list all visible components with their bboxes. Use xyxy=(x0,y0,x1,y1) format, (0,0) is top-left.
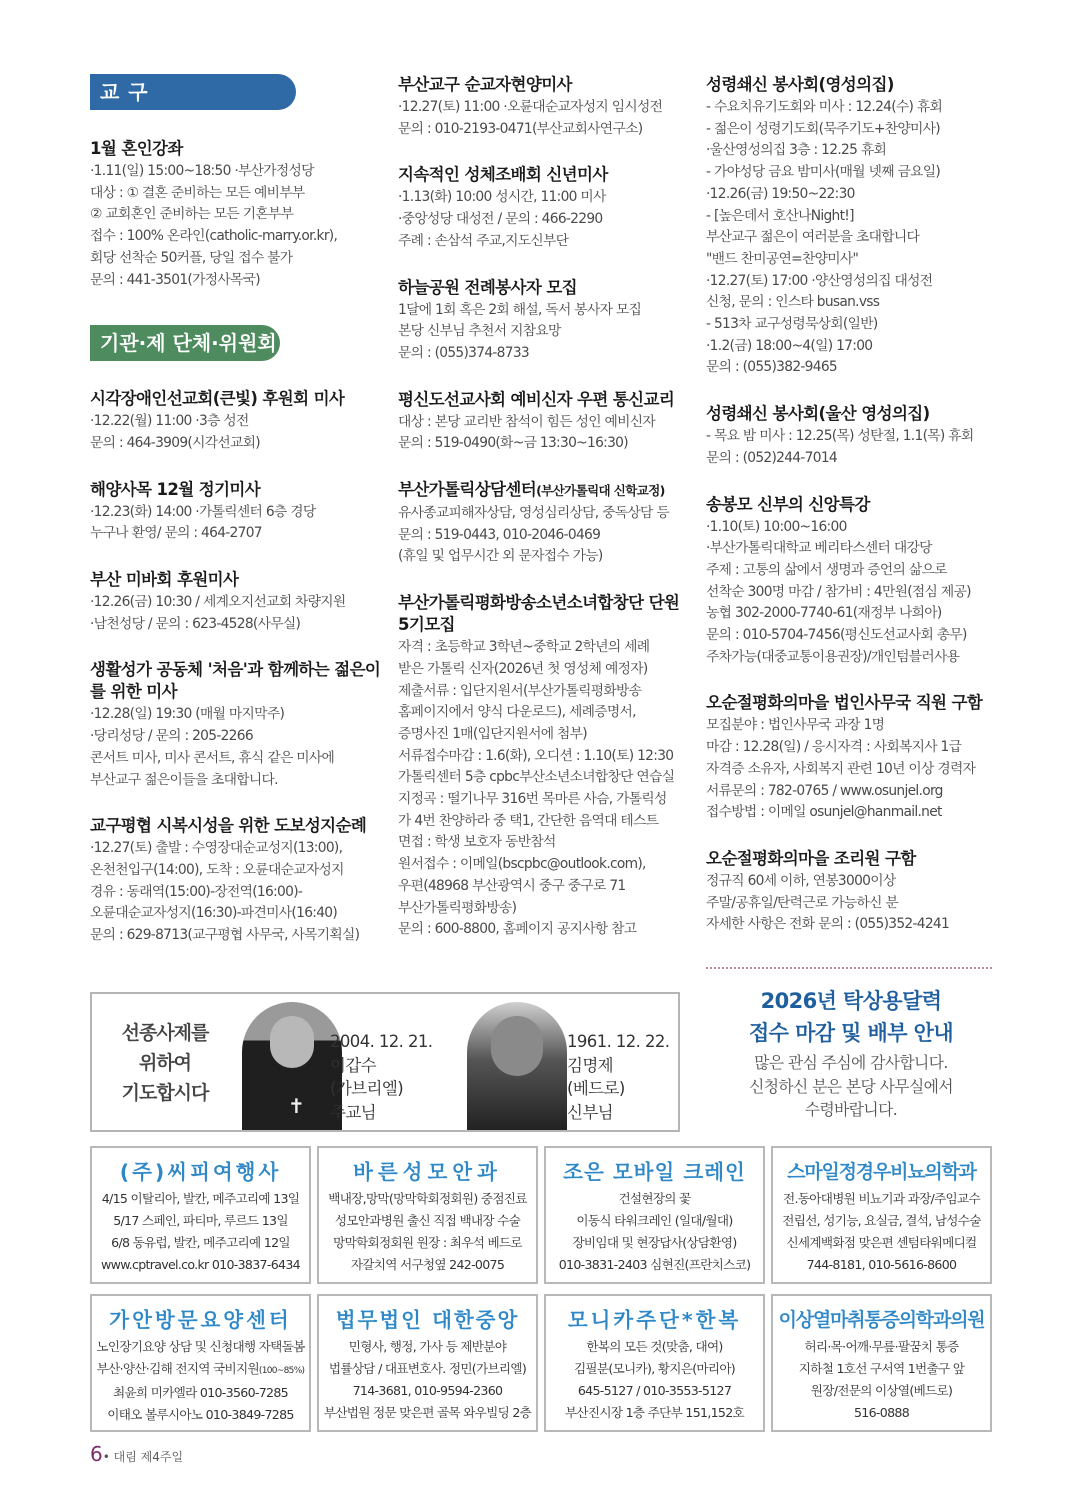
notice-line: ·1.11(일) 15:00~18:50 ·부산가정성당 xyxy=(90,163,314,179)
notice-line: ·12.23(화) 14:00 ·가톨릭센터 6층 경당 xyxy=(90,503,316,520)
ad-line: 법률상담 / 대표변호사. 정민(가브리엘) xyxy=(328,1361,527,1376)
ad-line-main: 부산·양산·김해 전지역 국비지원 xyxy=(96,1361,259,1376)
notice-line: 콘서트 미사, 미사 콘서트, 휴식 같은 미사에 xyxy=(90,749,335,766)
notice-title: 부산 미바회 후원미사 xyxy=(90,570,239,590)
notice-line: ·1.2(금) 18:00~4(일) 17:00 xyxy=(706,337,873,354)
notice-line: ·남천성당 / 문의 : 623-4528(사무실) xyxy=(90,615,301,632)
notice-line: ·12.27(토) 17:00 ·양산영성의집 대성전 xyxy=(706,272,933,289)
notice-title: 오순절평화의마을 조리원 구함 xyxy=(706,848,916,868)
ad-title: 법무법인 대한중앙 xyxy=(335,1308,520,1332)
notice-line: - 513차 교구성령묵상회(일반) xyxy=(706,316,878,333)
ad-box xyxy=(771,1146,992,1284)
ad-line: 부산법원 정문 맞은편 골목 와우빌딩 2층 xyxy=(323,1405,532,1420)
notice-line: 1달에 1회 혹은 2회 해설, 독서 봉사자 모집 xyxy=(398,301,642,318)
memorial-heading xyxy=(100,1018,230,1108)
ad-line-small: (100~85%) xyxy=(258,1366,305,1376)
notice-item xyxy=(90,659,382,791)
notice-line: 문의 : 519-0443, 010-2046-0469 xyxy=(398,526,601,543)
notice-item xyxy=(398,479,688,568)
notice-line: 모집분야 : 법인사무국 과장 1명 xyxy=(706,717,885,734)
notice-line: (휴일 및 업무시간 외 문자접수 가능) xyxy=(398,548,603,565)
face-shape xyxy=(270,1016,314,1068)
memorial-heading-line: 기도합시다 xyxy=(121,1082,209,1104)
notice-line: 문의 : (055)374-8733 xyxy=(398,344,529,361)
section-tab-organizations: 기관·제 단체·위원회 xyxy=(90,325,280,361)
notice-item xyxy=(90,815,382,947)
ad-title: 모니카주단*한복 xyxy=(567,1308,742,1332)
memorial-box xyxy=(90,992,680,1132)
ad-title: (주)씨피여행사 xyxy=(119,1160,282,1184)
ad-line: 6/8 동유럽, 발칸, 메주고리예 12일 xyxy=(111,1235,290,1250)
ad-line: 허리·목·어깨·무릎·팔꿈치 통증 xyxy=(804,1339,959,1354)
notice-title: 교구평협 시복시성을 위한 도보성지순례 xyxy=(90,816,367,836)
notice-item xyxy=(706,494,996,669)
notice-title: 생활성가 공동체 '처음'과 함께하는 젊은이를 위한 미사 xyxy=(90,660,381,702)
ad-line: 744-8181, 010-5616-8600 xyxy=(806,1257,957,1272)
bullet-icon: • xyxy=(102,1450,110,1464)
priest-portrait-icon xyxy=(467,1002,567,1130)
notice-line: - 수요치유기도회와 미사 : 12.24(수) 휴회 xyxy=(706,99,943,115)
notice-item xyxy=(90,388,382,454)
ad-title: 가안방문요양센터 xyxy=(109,1308,292,1332)
notice-item xyxy=(90,138,382,291)
notice-line: 서류접수마감 : 1.6(화), 오디션 : 1.10(토) 12:30 xyxy=(398,747,674,764)
notice-line: ·12.27(토) 출발 : 수영장대순교성지(13:00), xyxy=(90,840,343,857)
notice-line: ·부산가톨릭대학교 베리타스센터 대강당 xyxy=(706,540,932,557)
notice-line: 문의 : 010-5704-7456(평신도선교사회 총무) xyxy=(706,627,967,644)
notice-item xyxy=(398,164,688,252)
ad-box xyxy=(544,1146,765,1284)
notice-line: 주차가능(대중교통이용권장)/개인텀블러사용 xyxy=(706,648,960,665)
notice-title: 부산교구 순교자현양미사 xyxy=(398,75,572,94)
footer-label: 대림 제4주일 xyxy=(113,1450,184,1464)
notice-item xyxy=(706,848,996,936)
notice-line: 자세한 사항은 전화 문의 : (055)352-4241 xyxy=(706,916,950,933)
notice-line: 주례 : 손삼석 주교,지도신부단 xyxy=(398,232,569,249)
notice-line: 접수 : 100% 온라인(catholic-marry.or.kr), xyxy=(90,228,338,245)
bishop-portrait-icon xyxy=(242,1002,342,1130)
notice-line: 자격 : 초등학교 3학년~중학교 2학년의 세례 xyxy=(398,639,650,656)
ad-line: 전립선, 성기능, 요실금, 결석, 남성수술 xyxy=(782,1213,981,1228)
notice-title: 성령쇄신 봉사회(영성의집) xyxy=(706,75,894,94)
notice-title: 성령쇄신 봉사회(울산 영성의집) xyxy=(706,404,930,424)
notice-line: - [높은데서 호산나Night!] xyxy=(706,207,854,224)
ad-box xyxy=(771,1294,992,1432)
ad-line: 지하철 1호선 구서역 1번출구 앞 xyxy=(798,1361,965,1376)
notice-title: 시각장애인선교회(큰빛) 후원회 미사 xyxy=(90,389,345,409)
calendar-title: 2026년 탁상용달력 xyxy=(760,989,942,1013)
notice-line: 홈페이지에서 양식 다운로드), 세례증명서, xyxy=(398,704,636,721)
notice-item xyxy=(706,403,996,469)
notice-line: ·1.13(화) 10:00 성시간, 11:00 미사 xyxy=(398,189,606,206)
ad-line: 최윤희 미카엘라 010-3560-7285 xyxy=(113,1385,288,1400)
priest-name: 김명제 xyxy=(567,1055,614,1075)
notice-line: 문의 : 010-2193-0471(부산교회사연구소) xyxy=(398,120,643,137)
notice-title: 지속적인 성체조배회 신년미사 xyxy=(398,165,608,185)
notice-line: 가 4번 찬양하라 중 택1, 간단한 음역대 테스트 xyxy=(398,812,659,829)
notice-line: ·12.27(토) 11:00 ·오륜대순교자성지 임시성전 xyxy=(398,99,663,115)
ad-line: 전.동아대병원 비뇨기과 과장/주임교수 xyxy=(783,1191,980,1206)
ad-line: 자갈치역 서구청옆 242-0075 xyxy=(350,1257,505,1272)
calendar-body-line: 신청하신 분은 본당 사무실에서 xyxy=(749,1076,953,1096)
notice-title-sub: (부산가톨릭대 신학교정) xyxy=(536,483,665,499)
notice-item xyxy=(398,277,688,365)
notice-line: 면접 : 학생 보호자 동반참석 xyxy=(398,834,556,851)
ad-line xyxy=(92,1358,309,1382)
ad-line: 645-5127 / 010-3553-5127 xyxy=(577,1383,732,1398)
notice-line: ·1.10(토) 10:00~16:00 xyxy=(706,518,847,535)
notice-line: ·12.26(금) 10:30 / 세계오지선교회 차량지원 xyxy=(90,594,346,611)
section-tab-diocese: 교 구 xyxy=(90,74,296,110)
notice-item xyxy=(398,389,688,455)
baptismal-name: (베드로) xyxy=(567,1079,625,1098)
ad-line: 010-3831-2403 심현진(프란치스코) xyxy=(558,1257,751,1272)
notice-title: 송봉모 신부의 신앙특강 xyxy=(706,494,870,514)
notice-item xyxy=(706,692,996,824)
ad-line: 백내장,망막(망막학회정회원) 중점진료 xyxy=(328,1191,527,1206)
notice-line: 정규직 60세 이하, 연봉3000이상 xyxy=(706,872,896,889)
notice-line: 부산교구 젊은이 여러분을 초대합니다 xyxy=(706,229,920,246)
ad-line: 714-3681, 010-9594-2360 xyxy=(352,1383,503,1398)
notice-item xyxy=(706,74,996,379)
notice-line: 문의 : 441-3501(가정사목국) xyxy=(90,271,260,288)
ad-box xyxy=(317,1294,538,1432)
ad-line: 한복의 모든 것(맞춤, 대여) xyxy=(586,1339,723,1354)
page-footer xyxy=(90,1442,183,1466)
ad-line: 부산진시장 1층 주단부 151,152호 xyxy=(564,1405,745,1420)
column-1 xyxy=(90,74,382,971)
page-number: 6 xyxy=(90,1442,103,1466)
ad-line: 4/15 이탈리아, 발칸, 메주고리예 13일 xyxy=(101,1191,300,1206)
notice-title: 1월 혼인강좌 xyxy=(90,139,183,158)
notice-title: 오순절평화의마을 법인사무국 직원 구함 xyxy=(706,693,983,713)
notice-line: 회당 선착순 50커플, 당일 접수 불가 xyxy=(90,249,293,266)
notice-item xyxy=(398,592,688,941)
ad-box xyxy=(90,1294,311,1432)
notice-line: - 젊은이 성령기도회(묵주기도+찬양미사) xyxy=(706,120,940,137)
notice-line: 대상 : ① 결혼 준비하는 모든 예비부부 xyxy=(90,184,305,201)
notice-item xyxy=(90,569,382,635)
death-date: 1961. 12. 22. xyxy=(567,1032,670,1051)
notice-line: 농협 302-2000-7740-61(재정부 나희아) xyxy=(706,605,942,622)
ad-line: 노인장기요양 상담 및 신청대행 자택돌봄 xyxy=(96,1339,305,1354)
notice-line: 누구나 환영/ 문의 : 464-2707 xyxy=(90,525,262,542)
notice-title: 평신도선교사회 예비신자 우편 통신교리 xyxy=(398,389,675,409)
priest-title: 신부님 xyxy=(567,1102,614,1122)
notice-line: 제출서류 : 입단지원서(부산가톨릭평화방송 xyxy=(398,682,642,699)
ad-title: 스마일정경우비뇨의학과 xyxy=(787,1161,976,1183)
notice-line: 오륜대순교자성지(16:30)-파견미사(16:40) xyxy=(90,905,338,922)
ad-box xyxy=(544,1294,765,1432)
notice-line: 증명사진 1매(입단지원서에 첨부) xyxy=(398,725,587,742)
notice-line: 문의 : 519-0490(화~금 13:30~16:30) xyxy=(398,435,628,452)
notice-line: ·울산영성의집 3층 : 12.25 휴회 xyxy=(706,142,887,159)
notice-line: - 목요 밤 미사 : 12.25(목) 성탄절, 1.1(목) 휴회 xyxy=(706,428,974,445)
notice-line: 문의 : (055)382-9465 xyxy=(706,359,837,376)
notice-item xyxy=(398,74,688,140)
ad-line: www.cptravel.co.kr 010-3837-6434 xyxy=(101,1257,300,1272)
notice-line: 신청, 문의 : 인스타 busan.vss xyxy=(706,294,880,311)
notice-title-main: 부산가톨릭상담센터 xyxy=(398,480,537,500)
priest-info xyxy=(330,1030,432,1124)
ads-grid xyxy=(90,1146,992,1432)
notice-line: 자격증 소유자, 사회복지 관련 10년 이상 경력자 xyxy=(706,760,976,777)
notice-line: 주제 : 고통의 삶에서 생명과 증언의 삶으로 xyxy=(706,561,947,578)
memorial-heading-line: 선종사제를 xyxy=(121,1022,209,1044)
ad-title: 바른성모안과 xyxy=(353,1160,502,1184)
notice-line: 가톨릭센터 5층 cpbc부산소년소녀합창단 연습실 xyxy=(398,769,675,786)
notice-line: 주말/공휴일/탄력근로 가능하신 분 xyxy=(706,894,899,911)
notice-title xyxy=(398,479,688,502)
notice-line: 대상 : 본당 교리반 참석이 힘든 성인 예비신자 xyxy=(398,413,656,430)
notice-line: 지정곡 : 떨기나무 316번 목마른 사슴, 가톨릭성 xyxy=(398,791,667,808)
ad-line: 이태오 볼루시아노 010-3849-7285 xyxy=(107,1407,294,1422)
face-shape xyxy=(491,1016,543,1076)
notice-line: 문의 : 600-8800, 홈페이지 공지사항 참고 xyxy=(398,921,637,938)
calendar-notice xyxy=(706,985,996,1122)
notice-line: ·중앙성당 대성전 / 문의 : 466-2290 xyxy=(398,211,603,228)
notice-title: 부산가톨릭평화방송소년소녀합창단 단원 5기모집 xyxy=(398,593,680,635)
notice-line: 문의 : 464-3909(시각선교회) xyxy=(90,434,260,451)
notice-line: 받은 가톨릭 신자(2026년 첫 영성체 예정자) xyxy=(398,660,648,677)
notice-line: 문의 : 629-8713(교구평협 사무국, 사목기획실) xyxy=(90,927,360,944)
notice-line: ·12.26(금) 19:50~22:30 xyxy=(706,185,855,202)
notice-line: 선착순 300명 마감 / 참가비 : 4만원(점심 제공) xyxy=(706,583,971,600)
notice-line: 원서접수 : 이메일(bscpbc@outlook.com), xyxy=(398,856,646,873)
notice-line: 우편(48968 부산광역시 중구 중구로 71 xyxy=(398,877,626,894)
notice-line: 경유 : 동래역(15:00)-장전역(16:00)- xyxy=(90,883,303,900)
notice-line: 온천천입구(14:00), 도착 : 오륜대순교자성지 xyxy=(90,861,344,878)
priest-info xyxy=(567,1030,669,1124)
priest-title: 주교님 xyxy=(330,1102,377,1122)
calendar-body-line: 수령바랍니다. xyxy=(804,1100,898,1119)
ad-line: 민형사, 행정, 가사 등 제반분야 xyxy=(348,1339,507,1354)
column-2 xyxy=(398,74,688,965)
notice-line: 부산교구 젊은이들을 초대합니다. xyxy=(90,771,278,788)
ad-line: 김필분(모니카), 황지은(마리아) xyxy=(573,1361,736,1376)
notice-line: 문의 : (052)244-7014 xyxy=(706,449,837,466)
calendar-body-line: 많은 관심 주심에 감사합니다. xyxy=(754,1053,948,1072)
ad-line: 516-0888 xyxy=(853,1405,910,1420)
notice-line: 유사종교피해자상담, 영성심리상담, 중독상담 등 xyxy=(398,505,669,522)
ad-line: 5/17 스페인, 파티마, 루르드 13일 xyxy=(113,1213,288,1228)
baptismal-name: (가브리엘) xyxy=(330,1079,404,1098)
ad-line: 성모안과병원 출신 직접 백내장 수술 xyxy=(334,1213,521,1228)
notice-line: - 가야성당 금요 밤미사(매월 넷째 금요일) xyxy=(706,164,941,181)
notice-item xyxy=(90,479,382,545)
notice-line: ·12.28(일) 19:30 (매월 마지막주) xyxy=(90,706,285,723)
column-3 xyxy=(706,74,996,960)
notice-line: ·당리성당 / 문의 : 205-2266 xyxy=(90,728,253,745)
ad-line: 원장/전문의 이상열(베드로) xyxy=(810,1383,953,1398)
ad-box xyxy=(317,1146,538,1284)
notice-line: 접수방법 : 이메일 osunjel@hanmail.net xyxy=(706,804,942,821)
ad-line: 건설현장의 꽃 xyxy=(618,1191,691,1206)
notice-title: 해양사목 12월 정기미사 xyxy=(90,479,261,499)
ad-line: 망막학회정회원 원장 : 최우석 베드로 xyxy=(333,1235,522,1250)
dotted-divider xyxy=(706,967,992,969)
memorial-heading-line: 위하여 xyxy=(138,1052,192,1074)
notice-line: "밴드 찬미공연=찬양미사" xyxy=(706,250,859,267)
notice-line: 마감 : 12.28(일) / 응시자격 : 사회복지사 1급 xyxy=(706,739,962,756)
notice-line: 본당 신부님 추천서 지참요망 xyxy=(398,323,561,340)
priest-name: 이갑수 xyxy=(330,1055,377,1075)
ad-line: 이동식 타워크레인 (일대/월대) xyxy=(576,1213,733,1228)
notice-line: 부산가톨릭평화방송) xyxy=(398,899,517,916)
ad-line: 장비임대 및 현장답사(상담환영) xyxy=(572,1235,737,1250)
notice-line: 서류문의 : 782-0765 / www.osunjel.org xyxy=(706,782,943,799)
notice-title: 하늘공원 전례봉사자 모집 xyxy=(398,277,578,297)
ad-title: 이상열마취통증의학과의원 xyxy=(778,1309,985,1331)
death-date: 2004. 12. 21. xyxy=(330,1032,433,1051)
pectoral-cross-icon: ✝ xyxy=(288,1094,305,1118)
calendar-title: 접수 마감 및 배부 안내 xyxy=(748,1021,954,1045)
ad-line: 신세계백화점 맞은편 센텀타워메디컬 xyxy=(786,1235,977,1250)
notice-line: ② 교회혼인 준비하는 모든 기혼부부 xyxy=(90,206,294,223)
ad-title: 조은 모바일 크레인 xyxy=(563,1160,746,1184)
notice-line: ·12.22(월) 11:00 ·3층 성전 xyxy=(90,413,249,430)
ad-box xyxy=(90,1146,311,1284)
